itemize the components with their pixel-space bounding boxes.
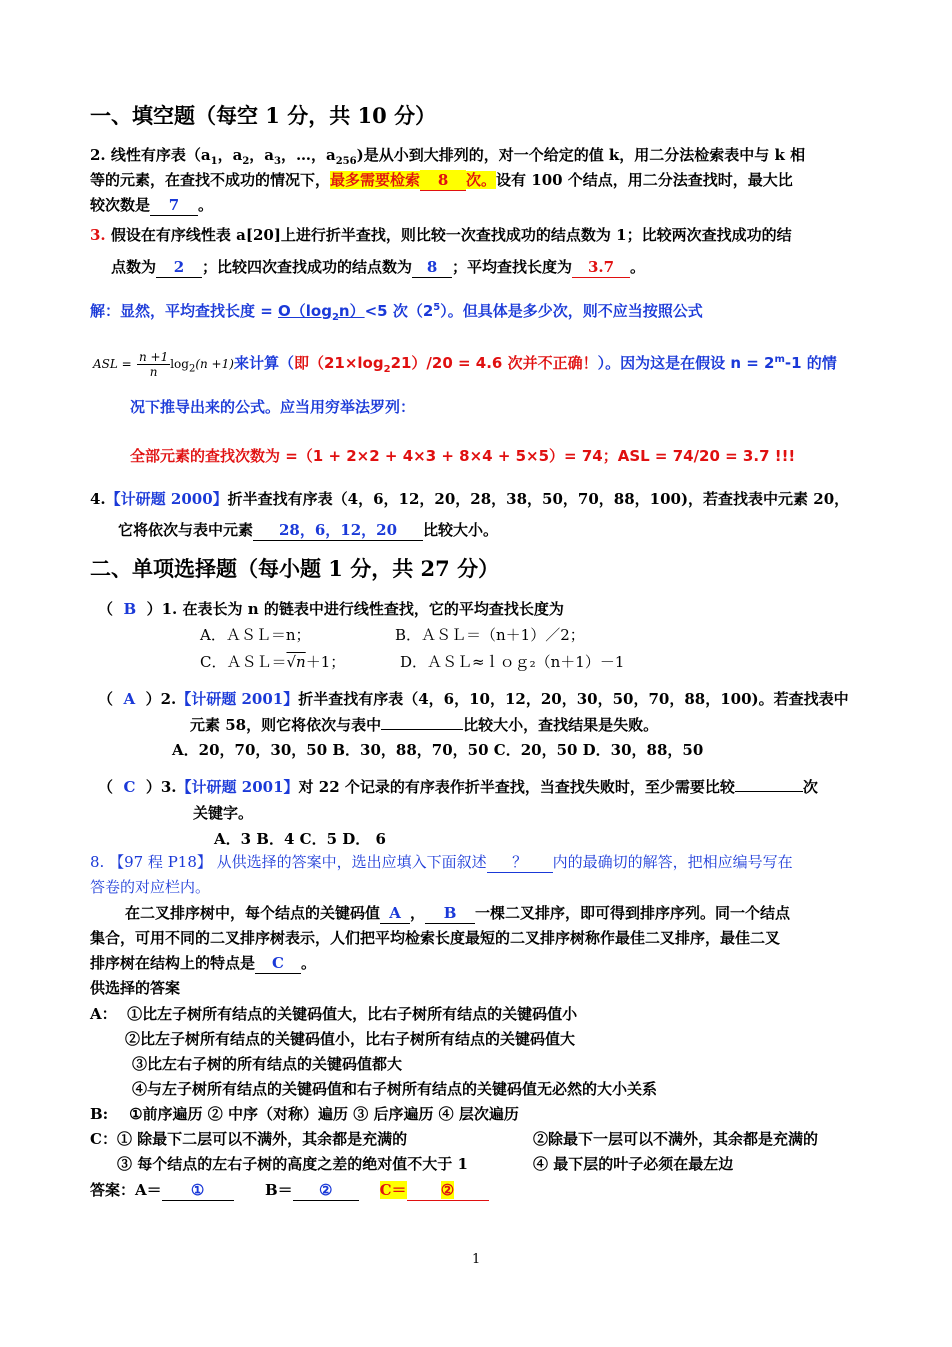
q8-blank-a: A	[380, 903, 410, 924]
formula-asl: ASL =	[93, 357, 132, 371]
mc-q1-line1: （ B ）1. 在表长为 n 的链表中进行线性查找，它的平均查找长度为	[98, 600, 564, 618]
mc-q2-answer: A	[123, 690, 136, 708]
choice-c3: ③ 每个结点的左右子树的高度之差的绝对值不大于 1	[117, 1155, 468, 1173]
mc-q3-line1: （ C ）3.【计研题 2001】对 22 个记录的有序表作折半查找，当查找失败时，至少需要比较 次	[98, 778, 818, 796]
q3-line2: 点数为 2 ；比较四次查找成功的结点数为 8 ；平均查找长度为 3.7 。	[111, 258, 646, 276]
formula-fraction: $\frac{n +1}{n}$	[138, 349, 169, 379]
q8-para-line2: 集合，可用不同的二叉排序树表示，人们把平均检索长度最短的二叉排序树称作最佳二叉排序，最佳二叉	[90, 929, 781, 947]
page-number: 1	[472, 1252, 481, 1267]
q8-para-line1: 在二叉排序树中，每个结点的关键码值 A ， B 一棵二叉排序，即可得到排序序列。同一个结点	[125, 904, 791, 922]
q8-answer-b: ②	[293, 1180, 359, 1201]
q8-answer-a: ①	[162, 1180, 234, 1201]
mc-q1-answer: B	[123, 600, 137, 618]
q4-line1: 4.【计研题 2000】折半查找有序表（4，6，12，20，28，38，50，70，88，100)，若查找表中元素 20，	[90, 490, 850, 508]
solution-line4: 全部元素的查找次数为 =（1 + 2×2 + 4×3 + 8×4 + 5×5）= 74；ASL = 74/20 = 3.7 !!!	[130, 447, 796, 465]
mc-q2-options: A．20，70，30，50 B．30，88，70，50 C．20，50 D．30，88，50	[172, 741, 704, 759]
choice-c4: ④ 最下层的叶子必须在最左边	[533, 1155, 734, 1173]
mc-q1-option-d: D．ＡＳＬ≈ｌｏｇ₂（n＋1）－1	[400, 653, 625, 671]
q8-blank-b: B	[425, 903, 475, 924]
section1-title: 一、填空题（每空 1 分，共 10 分）	[90, 103, 437, 128]
q8-blank-c: C	[255, 953, 301, 974]
q3-line1: 3. 假设在有序线性表 a[20]上进行折半查找，则比较一次查找成功的结点数为 1；比较两次查找成功的结	[90, 226, 792, 244]
q2-line3: 较次数是 7 。	[90, 196, 214, 214]
choice-a1: A： ①比左子树所有结点的关键码值大，比右子树所有结点的关键码值小	[90, 1005, 578, 1023]
choice-b: B: ①前序遍历 ② 中序（对称）遍历 ③ 后序遍历 ④ 层次遍历	[90, 1105, 519, 1123]
q3-answer-two-compares: 2	[156, 257, 202, 278]
section2-title: 二、单项选择题（每小题 1 分，共 27 分）	[90, 556, 500, 581]
mc-q2-line2: 元素 58，则它将依次与表中 比较大小，查找结果是失败。	[190, 716, 659, 734]
q8-answer-c: ②	[407, 1180, 489, 1201]
choice-c2: ②除最下一层可以不满外，其余都是充满的	[533, 1130, 819, 1148]
mc-q1-option-b: B．ＡＳＬ＝（n＋1）／2；	[395, 626, 585, 644]
mc-q3-line2: 关键字。	[193, 804, 254, 822]
q8-line1: 8. 【97 程 P18】 从供选择的答案中，选出应填入下面叙述 ？ 内的最确切的解答，把相应编号写在	[90, 853, 793, 871]
solution-line1: 解：显然，平均查找长度 = $O(\log_2n)<5$ 次$(2^5)$。但具体是多少次，则不应当按照公式	[90, 302, 703, 323]
q2-answer-100-nodes: 7	[150, 195, 198, 216]
q2-line1: 2. 线性有序表（$a_1$，$a_2$，$a_3$，…，$a_{256}$)是从小到大排列的，对一个给定的值 k，用二分法检索表中与 k 相	[90, 146, 806, 167]
solution-line3: 况下推导出来的公式。应当用穷举法罗列：	[130, 398, 416, 416]
choice-a3: ③比左右子树的所有结点的关键码值都大	[132, 1055, 403, 1073]
q2-answer-max-compare: 8	[420, 170, 466, 191]
choice-c1: C：① 除最下二层可以不满外，其余都是充满的	[90, 1130, 408, 1148]
mc-q1-option-c: C．ＡＳＬ＝√n＋1；	[200, 653, 346, 671]
q3-answer-four-compares: 8	[412, 257, 452, 278]
q4-line2: 它将依次与表中元素 28，6，12，20 比较大小。	[118, 521, 499, 539]
q4-answer: 28，6，12，20	[253, 520, 423, 541]
q3-answer-asl: 3.7	[572, 257, 630, 278]
q2-line2: 等的元素，在查找不成功的情况下，最多需要检索 8 次。设有 100 个结点，用二分法查找时，最大比	[90, 171, 793, 189]
mc-q3-answer: C	[123, 778, 136, 796]
q8-para-line3: 排序树在结构上的特点是 C 。	[90, 954, 317, 972]
solution-line2: ASL = $\frac{n +1}{n}$ $\log_2(n +1)$来计算（即$(21\times\log_221)/20 = 4.6$ 次并不正确！）。因为这是在假设 $n = 2^m-1$ 的情	[93, 349, 837, 379]
mc-q3-options: A．3 B．4 C．5 D． 6	[214, 830, 386, 848]
q8-answers: 答案：A＝ ① B＝ ② C＝ ②	[90, 1180, 489, 1201]
choices-title: 供选择的答案	[90, 979, 181, 997]
q8-line2: 答卷的对应栏内。	[90, 878, 211, 896]
choice-a4: ④与左子树所有结点的关键码值和右子树所有结点的关键码值无必然的大小关系	[132, 1080, 658, 1098]
choice-a2: ②比左子树所有结点的关键码值小，比右子树所有结点的关键码值大	[125, 1030, 576, 1048]
mc-q1-option-a: A．ＡＳＬ＝n；	[200, 626, 311, 644]
mc-q2-line1: （ A ）2.【计研题 2001】折半查找有序表（4，6，10，12，20，30，50，70，88，100)。若查找表中	[98, 690, 849, 708]
